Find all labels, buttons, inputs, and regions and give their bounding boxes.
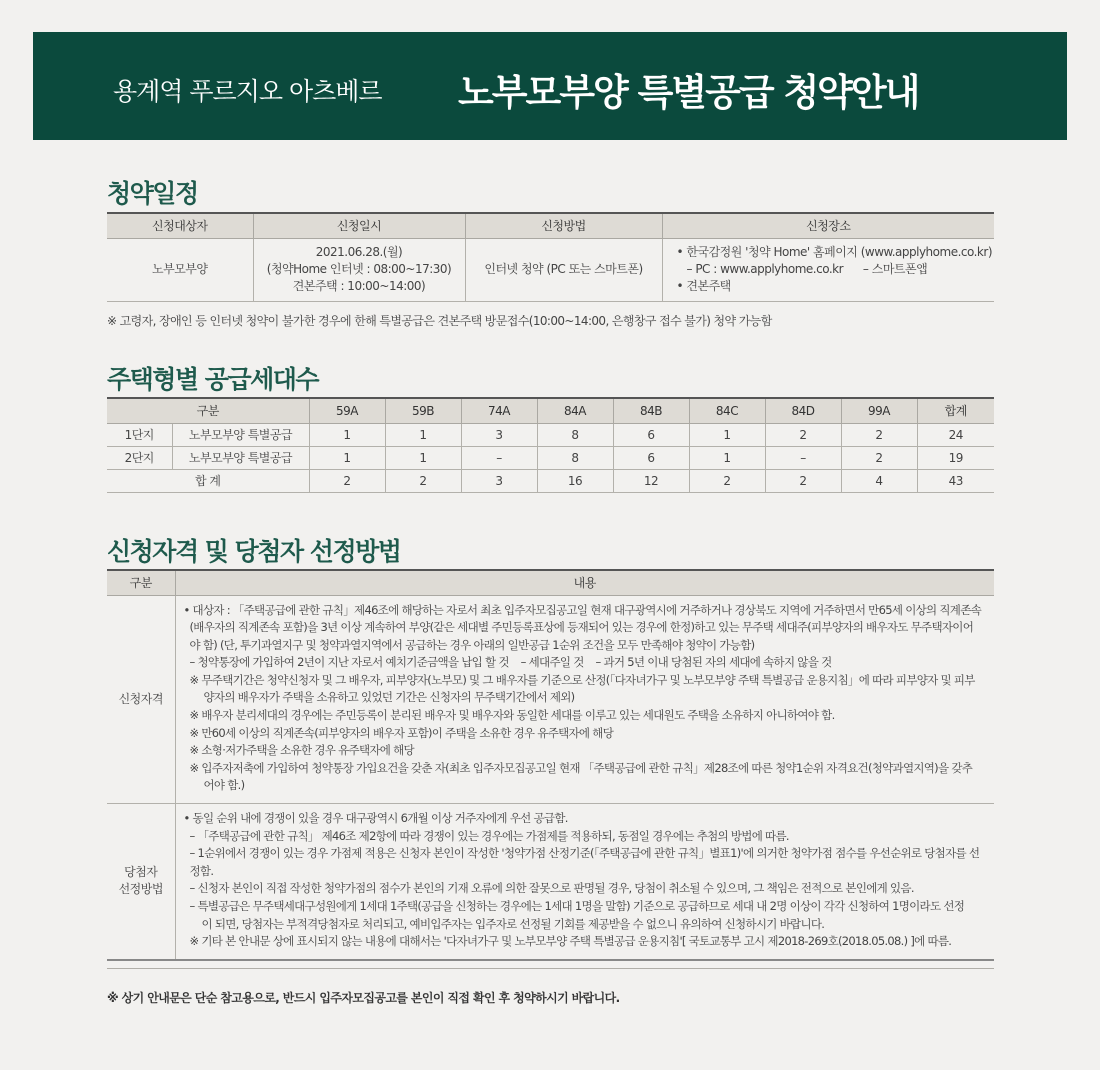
schedule-datetime [253, 238, 465, 301]
content-line: ※ 만60세 이상의 직계존속(피부양자의 배우자 포함)이 주택을 소유한 경우 유주택자에 해당 [189, 725, 614, 740]
banner-subtitle: 용계역 푸르지오 아츠베르 [113, 77, 382, 106]
table-cell: 3 [461, 423, 537, 446]
table-cell: 2 [841, 423, 917, 446]
content-line: (배우자의 직계존속 포함)을 3년 이상 계속하여 부양(같은 세대별 주민등록표상에 등재되어 있는 경우에 한정)하고 있는 무주택 세대주(피부양자의 배우자도 무주택자이어 [189, 620, 974, 635]
table-cell: 16 [537, 469, 613, 492]
table-header-cell: 신청방법 [465, 213, 662, 238]
eligibility-category: 신청자격 [107, 595, 175, 804]
complex-cell: 1단지 [107, 423, 172, 446]
table-header-cell: 84B [613, 398, 689, 423]
table-cell: 2 [689, 469, 765, 492]
table-header-cell: 내용 [175, 570, 994, 595]
table-cell: 4 [841, 469, 917, 492]
footer-note: ※ 상기 안내문은 단순 참고용으로, 반드시 입주자모집공고를 본인이 직접 확인 후 청약하시기 바랍니다. [107, 991, 620, 1005]
content-line: 양자의 배우자가 주택을 소유하고 있었던 기간은 신청자의 무주택기간에서 제외) [203, 690, 575, 705]
content-line: ※ 무주택기간은 청약신청자 및 그 배우자, 피부양자(노부모) 및 그 배우자를 기준으로 산정(「다자녀가구 및 노부모부양 주택 특별공급 운용지침」에 따라 피부양자 및 피부 [189, 672, 975, 687]
table-header-cell: 합계 [917, 398, 994, 423]
table-cell: 6 [613, 446, 689, 469]
content-line: – 특별공급은 무주택세대구성원에게 1세대 1주택(공급을 신청하는 경우에는 1세대 1명을 말함) 기준으로 공급하므로 세대 내 2명 이상이 각각 신청하여 1명이라도 선정 [189, 899, 965, 913]
table-cell: 2 [385, 469, 461, 492]
supply-table [107, 397, 994, 493]
table-cell: 2 [309, 469, 385, 492]
table-cell: 19 [917, 446, 994, 469]
table-cell: 1 [689, 446, 765, 469]
type-cell: 노부모부양 특별공급 [172, 446, 309, 469]
table-cell: 43 [917, 469, 994, 492]
selection-category [107, 804, 175, 960]
content-line: • 동일 순위 내에 경쟁이 있을 경우 대구광역시 6개월 이상 거주자에게 우선 공급함. [183, 811, 568, 826]
content-line: 어야 함.) [203, 778, 245, 793]
table-header-cell: 84C [689, 398, 765, 423]
type-cell: 노부모부양 특별공급 [172, 423, 309, 446]
table-header-row [107, 570, 994, 595]
table-header-cell: 84A [537, 398, 613, 423]
table-header-cell: 구분 [107, 570, 175, 595]
supply-section-title: 주택형별 공급세대수 [107, 365, 319, 394]
schedule-table [107, 212, 994, 302]
banner-title: 노부모부양 특별공급 청약안내 [458, 71, 919, 114]
schedule-method: 인터넷 청약 (PC 또는 스마트폰) [465, 238, 662, 301]
selection-content [175, 804, 994, 960]
content-line: – 청약통장에 가입하여 2년이 지난 자로서 예치기준금액을 납입 할 것 – 세대주일 것 – 과거 5년 이내 당첨된 자의 세대에 속하지 않을 것 [189, 655, 832, 670]
table-row [107, 423, 994, 446]
schedule-section-title: 청약일정 [107, 179, 198, 208]
category-line: 당첨자 [124, 865, 158, 880]
table-row [107, 804, 994, 960]
table-cell: – [765, 446, 841, 469]
content-line: – 1순위에서 경쟁이 있는 경우 가점제 적용은 신청자 본인이 작성한 '청약가점 산정기준(「주택공급에 관한 규칙」별표1)'에 의거한 청약가점 점수를 우선순위로 당첨자를 선정함. [189, 846, 980, 878]
table-cell: 12 [613, 469, 689, 492]
content-line: ※ 기타 본 안내문 상에 표시되지 않는 내용에 대해서는 '다자녀가구 및 노부모부양 주택 특별공급 운용지침'[ 국토교통부 고시 제2018-269호(2018.05.08.) ]에 따름. [189, 934, 952, 949]
table-header-cell: 59B [385, 398, 461, 423]
content-line: ※ 소형·저가주택을 소유한 경우 유주택자에 해당 [189, 743, 414, 758]
place-line: • 견본주택 [676, 279, 731, 293]
content-line: • 대상자 : 「주택공급에 관한 규칙」제46조에 해당하는 자로서 최초 입주자모집공고일 현재 대구광역시에 거주하거나 경상북도 지역에 거주하면서 만65세 이상의 직계존속 [183, 602, 982, 617]
content-line: 야 함) (단, 투기과열지구 및 청약과열지역에서 공급하는 경우 아래의 일반공급 1순위 조건을 모두 만족해야 청약이 가능함) [189, 637, 755, 652]
title-banner [33, 32, 1067, 140]
content-line: ※ 배우자 분리세대의 경우에는 주민등록이 분리된 배우자 및 배우자와 동일한 세대를 이루고 있는 세대원도 주택을 소유하지 아니하여야 함. [189, 708, 835, 723]
table-cell: 1 [309, 446, 385, 469]
table-cell: 1 [385, 446, 461, 469]
table-cell: 1 [309, 423, 385, 446]
table-cell: 6 [613, 423, 689, 446]
place-line: • 한국감정원 '청약 Home' 홈페이지 (www.applyhome.co.kr) [676, 245, 993, 259]
content-line: – 「주택공급에 관한 규칙」 제46조 제2항에 따라 경쟁이 있는 경우에는 가점제를 적용하되, 동점일 경우에는 추첨의 방법에 따름. [189, 828, 789, 843]
table-row [107, 446, 994, 469]
content-line: 이 되면, 당첨자는 부적격당첨자로 처리되고, 예비입주자는 입주자로 선정될 기회를 제공받을 수 없으니 유의하여 신청하시기 바랍니다. [201, 916, 825, 931]
qualification-section-title: 신청자격 및 당첨자 선정방법 [107, 537, 401, 566]
content-line: – 신청자 본인이 직접 작성한 청약가점의 점수가 본인의 기재 오류에 의한 잘못으로 판명될 경우, 당첨이 취소될 수 있으며, 그 책임은 전적으로 본인에게 있음. [189, 881, 914, 896]
footer-divider [107, 968, 994, 969]
table-cell: 2 [841, 446, 917, 469]
eligibility-content [175, 595, 994, 804]
table-cell: 1 [689, 423, 765, 446]
table-total-row [107, 469, 994, 492]
table-cell: 3 [461, 469, 537, 492]
table-header-cell: 99A [841, 398, 917, 423]
datetime-line: 견본주택 : 10:00~14:00) [292, 279, 426, 293]
datetime-line: 2021.06.28.(월) [315, 245, 403, 259]
table-header-cell: 신청대상자 [107, 213, 253, 238]
schedule-note: ※ 고령자, 장애인 등 인터넷 청약이 불가한 경우에 한해 특별공급은 견본주택 방문접수(10:00~14:00, 은행창구 접수 불가) 청약 가능함 [107, 314, 772, 328]
table-cell: 2 [765, 423, 841, 446]
schedule-place [662, 238, 994, 301]
table-header-cell: 59A [309, 398, 385, 423]
table-header-cell: 신청일시 [253, 213, 465, 238]
table-row [107, 238, 994, 301]
content-line: ※ 입주자저축에 가입하여 청약통장 가입요건을 갖춘 자(최초 입주자모집공고일 현재 「주택공급에 관한 규칙」제28조에 따른 청약1순위 자격요건(청약과열지역)을 갖추 [189, 760, 973, 775]
datetime-line: (청약Home 인터넷 : 08:00~17:30) [266, 262, 452, 276]
schedule-target: 노부모부양 [107, 238, 253, 301]
table-cell: – [461, 446, 537, 469]
table-cell: 8 [537, 446, 613, 469]
category-line: 선정방법 [118, 882, 163, 897]
table-row [107, 595, 994, 804]
table-cell: 8 [537, 423, 613, 446]
table-header-cell: 84D [765, 398, 841, 423]
table-cell: 24 [917, 423, 994, 446]
table-cell: 1 [385, 423, 461, 446]
table-header-cell: 74A [461, 398, 537, 423]
table-cell: 2 [765, 469, 841, 492]
total-label: 합 계 [107, 469, 309, 492]
table-header-cell: 구분 [107, 398, 309, 423]
complex-cell: 2단지 [107, 446, 172, 469]
table-header-row [107, 213, 994, 238]
table-header-row [107, 398, 994, 423]
table-header-cell: 신청장소 [662, 213, 994, 238]
qualification-table [107, 569, 994, 961]
place-line: – PC : www.applyhome.co.kr – 스마트폰앱 [686, 262, 928, 276]
